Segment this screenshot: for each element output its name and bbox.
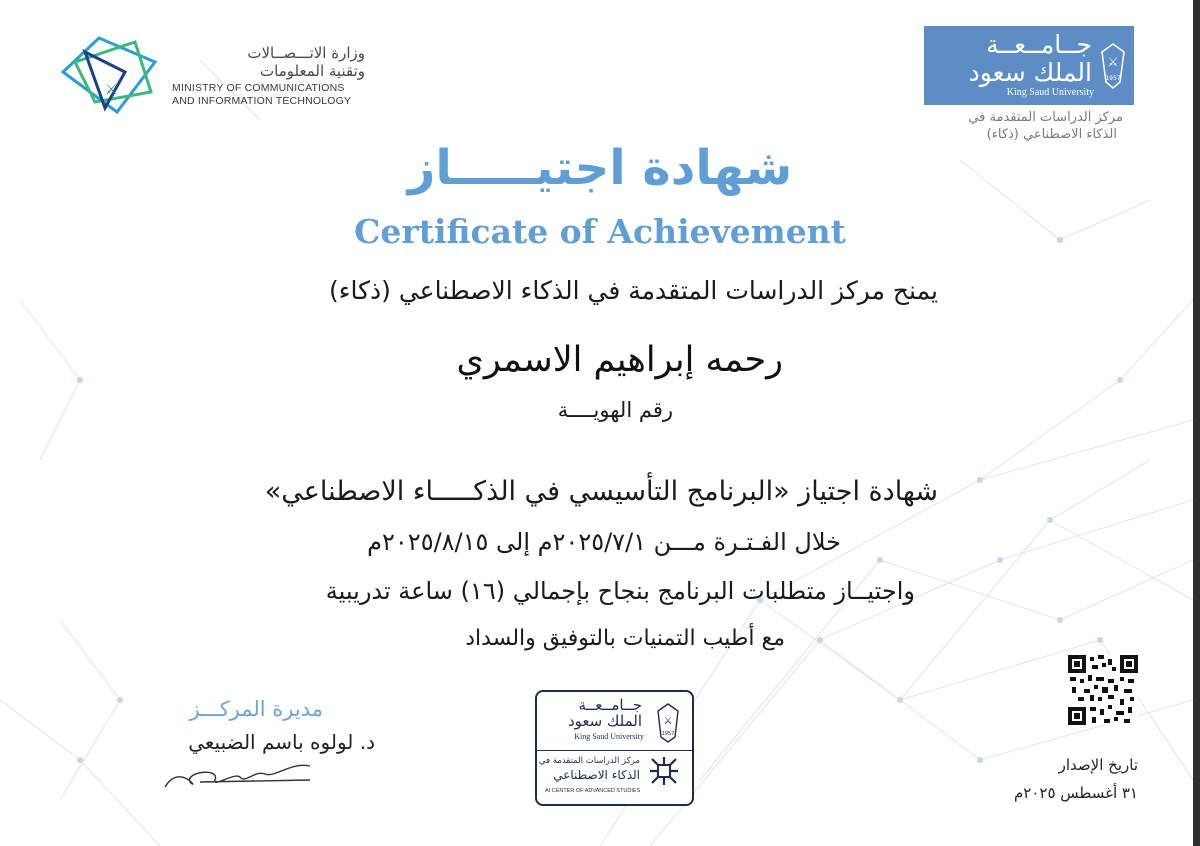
bottom-ksu-arabic-line2: الملك سعود	[567, 712, 642, 730]
grant-line: يمنح مركز الدراسات المتقدمة في الذكاء الاصطناعي (ذكاء)	[328, 276, 938, 305]
id-number-label: رقم الهويــــة	[557, 398, 673, 422]
director-name: د. لولوه باسم الضبيعي	[188, 730, 375, 754]
ksu-arabic-line2: الملك سعود	[968, 58, 1092, 87]
svg-text:⚔: ⚔	[1107, 55, 1119, 69]
ksu-logo	[924, 26, 1134, 105]
certificate-title-arabic: شهادة اجتيـــــاز	[407, 140, 793, 196]
program-line: شهادة اجتياز «البرنامج التأسيسي في الذكـــــاء الاصطناعي»	[264, 476, 938, 507]
ksu-center-line1: مركز الدراسات المتقدمة في	[968, 110, 1123, 125]
handwritten-signature	[160, 752, 320, 797]
logo-divider	[537, 750, 692, 751]
svg-text:⚔: ⚔	[663, 716, 673, 727]
bottom-center-line2: الذكاء الاصطناعي	[553, 768, 640, 782]
issue-date-value: ٣١ أغسطس ٢٠٢٥م	[1013, 784, 1138, 802]
ksu-year: 1957	[1105, 75, 1121, 82]
wishes-line: مع أطيب التمنيات بالتوفيق والسداد	[465, 626, 785, 651]
ai-center-mark-icon	[648, 755, 680, 787]
period-line: خلال الفـتـرة مـــن ٢٠٢٥/٧/١م إلى ٢٠٢٥/٨/١٥م	[367, 528, 841, 556]
certificate-title-english: Certificate of Achievement	[354, 212, 846, 251]
issue-date-label: تاريخ الإصدار	[1058, 756, 1138, 774]
qr-code	[1068, 655, 1138, 725]
screen-edge	[1193, 0, 1200, 846]
recipient-name: رحمه إبراهيم الاسمري	[456, 340, 783, 380]
requirements-line: واجتيــاز متطلبات البرنامج بنجاح بإجمالي (١٦) ساعة تدريبية	[325, 577, 915, 605]
ai-center-logo	[535, 690, 694, 806]
bottom-center-english: AI CENTER OF ADVANCED STUDIES	[545, 788, 641, 794]
ksu-center-line2: الذكاء الاصطناعي (ذكاء)	[986, 127, 1117, 142]
bottom-ksu-year: 1957	[661, 731, 675, 737]
mcit-arabic-line2: وتقنية المعلومات	[260, 62, 365, 80]
mcit-logo	[55, 32, 365, 117]
svg-text:⚔: ⚔	[105, 82, 118, 98]
mcit-english-line2: AND INFORMATION TECHNOLOGY	[172, 95, 352, 107]
ksu-arabic-line1: جــامــعــة	[986, 30, 1092, 59]
bottom-ksu-emblem-icon	[654, 702, 682, 744]
bottom-ksu-english: King Saud University	[574, 732, 644, 741]
director-title: مديرة المركـــز	[189, 697, 323, 721]
ksu-emblem-icon	[1098, 42, 1128, 90]
bottom-ksu-arabic-line1: جــامــعــة	[578, 696, 642, 714]
ksu-english-name: King Saud University	[1006, 87, 1094, 98]
bottom-center-line1: مركز الدراسات المتقدمة في	[538, 756, 640, 766]
mcit-english-line1: MINISTRY OF COMMUNICATIONS	[172, 82, 345, 94]
mcit-emblem-icon	[55, 32, 167, 117]
mcit-arabic-line1: وزارة الاتـــصــالات	[247, 44, 365, 62]
